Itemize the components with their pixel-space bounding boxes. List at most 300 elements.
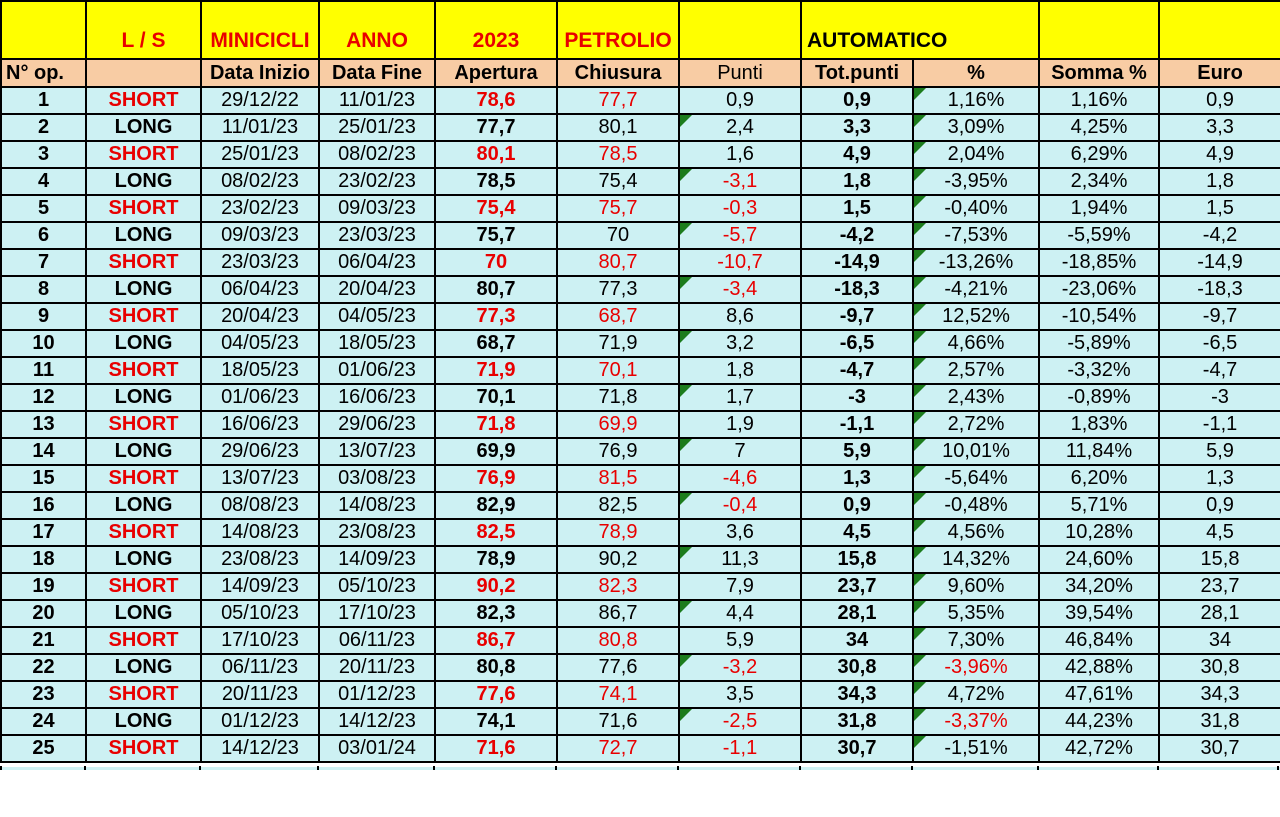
cell-inizio[interactable] xyxy=(201,519,319,546)
cell-ls[interactable] xyxy=(86,195,201,222)
cell-euro[interactable] xyxy=(1159,357,1280,384)
cell-chiusura[interactable] xyxy=(557,303,679,330)
cell-pct[interactable] xyxy=(913,735,1039,762)
cell-value: 01/12/23 xyxy=(221,710,299,732)
cell-tot[interactable] xyxy=(801,195,913,222)
cell-pct[interactable] xyxy=(913,600,1039,627)
cell-somma[interactable] xyxy=(1039,519,1159,546)
cell-chiusura[interactable] xyxy=(557,411,679,438)
cell-euro[interactable] xyxy=(1159,114,1280,141)
cell-punti[interactable] xyxy=(679,114,801,141)
cell-chiusura[interactable] xyxy=(557,546,679,573)
cell-chiusura[interactable] xyxy=(557,222,679,249)
cell-inizio[interactable] xyxy=(201,654,319,681)
cell-ls[interactable] xyxy=(86,438,201,465)
cell-euro[interactable] xyxy=(1159,384,1280,411)
cell-apertura[interactable] xyxy=(435,573,557,600)
title-cell-minicicli[interactable]: MINICICLI xyxy=(201,1,319,59)
cell-punti[interactable] xyxy=(679,627,801,654)
cell-n[interactable] xyxy=(1,519,86,546)
cell-euro[interactable] xyxy=(1159,573,1280,600)
cell-pct[interactable] xyxy=(913,330,1039,357)
cell-euro[interactable] xyxy=(1159,465,1280,492)
cell-tot[interactable] xyxy=(801,303,913,330)
cell-ls[interactable] xyxy=(86,627,201,654)
cell-n[interactable] xyxy=(1,546,86,573)
cell-chiusura[interactable] xyxy=(557,114,679,141)
cell-apertura[interactable] xyxy=(435,492,557,519)
cell-apertura[interactable] xyxy=(435,114,557,141)
title-cell-empty-somma[interactable] xyxy=(1039,1,1159,59)
cell-apertura[interactable] xyxy=(435,519,557,546)
cell-chiusura[interactable] xyxy=(557,384,679,411)
cell-somma[interactable] xyxy=(1039,195,1159,222)
cell-tot[interactable] xyxy=(801,357,913,384)
cell-apertura[interactable] xyxy=(435,303,557,330)
cell-somma[interactable] xyxy=(1039,627,1159,654)
cell-punti[interactable] xyxy=(679,168,801,195)
cell-ls[interactable] xyxy=(86,357,201,384)
cell-fine[interactable] xyxy=(319,87,435,114)
cell-ls[interactable] xyxy=(86,87,201,114)
cell-inizio[interactable] xyxy=(201,465,319,492)
cell-fine[interactable] xyxy=(319,276,435,303)
cell-fine[interactable] xyxy=(319,249,435,276)
cell-chiusura[interactable] xyxy=(557,519,679,546)
cell-fine[interactable] xyxy=(319,627,435,654)
cell-chiusura[interactable] xyxy=(557,330,679,357)
cell-euro[interactable] xyxy=(1159,411,1280,438)
cell-chiusura[interactable] xyxy=(557,654,679,681)
cell-ls[interactable] xyxy=(86,411,201,438)
cell-punti[interactable] xyxy=(679,411,801,438)
cell-punti[interactable] xyxy=(679,276,801,303)
cell-fine[interactable] xyxy=(319,492,435,519)
title-cell-empty-left[interactable] xyxy=(1,1,86,59)
cell-tot[interactable] xyxy=(801,546,913,573)
cell-inizio[interactable] xyxy=(201,276,319,303)
cell-somma[interactable] xyxy=(1039,546,1159,573)
cell-tot[interactable] xyxy=(801,492,913,519)
header-cell-chiusura[interactable]: Chiusura xyxy=(557,59,679,87)
cell-ls[interactable] xyxy=(86,681,201,708)
cell-chiusura[interactable] xyxy=(557,276,679,303)
cell-punti[interactable] xyxy=(679,654,801,681)
cell-n[interactable] xyxy=(1,681,86,708)
header-cell-n-op[interactable]: N° op. xyxy=(1,59,86,87)
cell-ls[interactable] xyxy=(86,114,201,141)
cell-fine[interactable] xyxy=(319,303,435,330)
cell-fine[interactable] xyxy=(319,195,435,222)
header-cell-data-fine[interactable]: Data Fine xyxy=(319,59,435,87)
cell-apertura[interactable] xyxy=(435,357,557,384)
cell-punti[interactable] xyxy=(679,735,801,762)
cell-value: 9 xyxy=(37,305,50,327)
cell-ls[interactable] xyxy=(86,384,201,411)
cell-euro[interactable] xyxy=(1159,735,1280,762)
cell-tot[interactable] xyxy=(801,222,913,249)
cell-euro[interactable] xyxy=(1159,627,1280,654)
cell-n[interactable] xyxy=(1,303,86,330)
cell-tot[interactable] xyxy=(801,276,913,303)
cell-value: 0,9 xyxy=(726,89,754,111)
cell-chiusura[interactable] xyxy=(557,627,679,654)
cell-pct[interactable] xyxy=(913,438,1039,465)
cell-fine[interactable] xyxy=(319,600,435,627)
cell-punti[interactable] xyxy=(679,195,801,222)
cell-punti[interactable] xyxy=(679,492,801,519)
cell-apertura[interactable] xyxy=(435,87,557,114)
cell-pct[interactable] xyxy=(913,168,1039,195)
cell-pct[interactable] xyxy=(913,87,1039,114)
cell-pct[interactable] xyxy=(913,546,1039,573)
cell-n[interactable] xyxy=(1,654,86,681)
cell-apertura[interactable] xyxy=(435,141,557,168)
cell-pct[interactable] xyxy=(913,573,1039,600)
cell-inizio[interactable] xyxy=(201,249,319,276)
cell-inizio[interactable] xyxy=(201,735,319,762)
cell-n[interactable] xyxy=(1,492,86,519)
cell-apertura[interactable] xyxy=(435,546,557,573)
cell-pct[interactable] xyxy=(913,114,1039,141)
cell-ls[interactable] xyxy=(86,600,201,627)
cell-n[interactable] xyxy=(1,438,86,465)
cell-chiusura[interactable] xyxy=(557,195,679,222)
cell-fine[interactable] xyxy=(319,222,435,249)
cell-apertura[interactable] xyxy=(435,600,557,627)
cell-n[interactable] xyxy=(1,411,86,438)
cell-euro[interactable] xyxy=(1159,141,1280,168)
cell-pct[interactable] xyxy=(913,708,1039,735)
header-cell-data-inizio[interactable]: Data Inizio xyxy=(201,59,319,87)
cell-chiusura[interactable] xyxy=(557,465,679,492)
cell-punti[interactable] xyxy=(679,438,801,465)
cell-tot[interactable] xyxy=(801,168,913,195)
cell-ls[interactable] xyxy=(86,276,201,303)
cell-euro[interactable] xyxy=(1159,600,1280,627)
cell-tot[interactable] xyxy=(801,465,913,492)
cell-fine[interactable] xyxy=(319,330,435,357)
cell-chiusura[interactable] xyxy=(557,249,679,276)
cell-fine[interactable] xyxy=(319,573,435,600)
cell-pct[interactable] xyxy=(913,276,1039,303)
cell-somma[interactable] xyxy=(1039,222,1159,249)
cell-chiusura[interactable] xyxy=(557,735,679,762)
cell-punti[interactable] xyxy=(679,519,801,546)
cell-ls[interactable] xyxy=(86,519,201,546)
cell-inizio[interactable] xyxy=(201,681,319,708)
header-cell-pct[interactable]: % xyxy=(913,59,1039,87)
cell-tot[interactable] xyxy=(801,573,913,600)
cell-ls[interactable] xyxy=(86,546,201,573)
cell-somma[interactable] xyxy=(1039,249,1159,276)
cell-ls[interactable] xyxy=(86,168,201,195)
cell-punti[interactable] xyxy=(679,384,801,411)
cell-fine[interactable] xyxy=(319,681,435,708)
header-cell-somma-pct[interactable]: Somma % xyxy=(1039,59,1159,87)
cell-tot[interactable] xyxy=(801,330,913,357)
cell-pct[interactable] xyxy=(913,195,1039,222)
cell-punti[interactable] xyxy=(679,573,801,600)
cell-ls[interactable] xyxy=(86,708,201,735)
cell-chiusura[interactable] xyxy=(557,708,679,735)
cell-pct[interactable] xyxy=(913,465,1039,492)
cell-ls[interactable] xyxy=(86,141,201,168)
cell-fine[interactable] xyxy=(319,384,435,411)
cell-tot[interactable] xyxy=(801,249,913,276)
cell-punti[interactable] xyxy=(679,330,801,357)
cell-somma[interactable] xyxy=(1039,411,1159,438)
cell-ls[interactable] xyxy=(86,249,201,276)
cell-apertura[interactable] xyxy=(435,384,557,411)
cell-fine[interactable] xyxy=(319,168,435,195)
cell-ls[interactable] xyxy=(86,303,201,330)
cell-apertura[interactable] xyxy=(435,276,557,303)
cell-fine[interactable] xyxy=(319,438,435,465)
cell-euro[interactable] xyxy=(1159,195,1280,222)
cell-n[interactable] xyxy=(1,195,86,222)
cell-fine[interactable] xyxy=(319,546,435,573)
cell-somma[interactable] xyxy=(1039,141,1159,168)
cell-tot[interactable] xyxy=(801,627,913,654)
cell-apertura[interactable] xyxy=(435,195,557,222)
cell-inizio[interactable] xyxy=(201,438,319,465)
cell-pct[interactable] xyxy=(913,492,1039,519)
cell-tot[interactable] xyxy=(801,600,913,627)
cell-inizio[interactable] xyxy=(201,600,319,627)
cell-euro[interactable] xyxy=(1159,276,1280,303)
cell-somma[interactable] xyxy=(1039,438,1159,465)
cell-n[interactable] xyxy=(1,708,86,735)
cell-tot[interactable] xyxy=(801,654,913,681)
cell-apertura[interactable] xyxy=(435,438,557,465)
cell-euro[interactable] xyxy=(1159,222,1280,249)
cell-punti[interactable] xyxy=(679,249,801,276)
title-cell-empty-punti[interactable] xyxy=(679,1,801,59)
cell-punti[interactable] xyxy=(679,708,801,735)
cell-chiusura[interactable] xyxy=(557,87,679,114)
cell-inizio[interactable] xyxy=(201,411,319,438)
cell-tot[interactable] xyxy=(801,141,913,168)
title-cell-petrolio[interactable]: PETROLIO xyxy=(557,1,679,59)
title-cell-automatico[interactable]: AUTOMATICO xyxy=(801,1,1039,59)
cell-ls[interactable] xyxy=(86,654,201,681)
cell-fine[interactable] xyxy=(319,357,435,384)
cell-fine[interactable] xyxy=(319,114,435,141)
cell-euro[interactable] xyxy=(1159,330,1280,357)
cell-somma[interactable] xyxy=(1039,87,1159,114)
cell-inizio[interactable] xyxy=(201,384,319,411)
title-cell-empty-euro[interactable] xyxy=(1159,1,1280,59)
cell-chiusura[interactable] xyxy=(557,600,679,627)
cell-pct[interactable] xyxy=(913,249,1039,276)
cell-pct[interactable] xyxy=(913,303,1039,330)
cell-pct[interactable] xyxy=(913,519,1039,546)
cell-inizio[interactable] xyxy=(201,303,319,330)
cell-n[interactable] xyxy=(1,573,86,600)
cell-punti[interactable] xyxy=(679,357,801,384)
cell-euro[interactable] xyxy=(1159,519,1280,546)
cell-n[interactable] xyxy=(1,276,86,303)
cell-somma[interactable] xyxy=(1039,654,1159,681)
cell-euro[interactable] xyxy=(1159,654,1280,681)
cell-punti[interactable] xyxy=(679,222,801,249)
cell-apertura[interactable] xyxy=(435,681,557,708)
cell-punti[interactable] xyxy=(679,303,801,330)
cell-apertura[interactable] xyxy=(435,249,557,276)
cell-apertura[interactable] xyxy=(435,222,557,249)
cell-tot[interactable] xyxy=(801,411,913,438)
cell-pct[interactable] xyxy=(913,654,1039,681)
cell-inizio[interactable] xyxy=(201,114,319,141)
cell-punti[interactable] xyxy=(679,465,801,492)
cell-inizio[interactable] xyxy=(201,708,319,735)
cell-euro[interactable] xyxy=(1159,87,1280,114)
cell-n[interactable] xyxy=(1,330,86,357)
cell-inizio[interactable] xyxy=(201,627,319,654)
cell-inizio[interactable] xyxy=(201,546,319,573)
title-cell-year[interactable]: 2023 xyxy=(435,1,557,59)
cell-tot[interactable] xyxy=(801,87,913,114)
cell-n[interactable] xyxy=(1,222,86,249)
cell-euro[interactable] xyxy=(1159,438,1280,465)
header-cell-punti[interactable]: Punti xyxy=(679,59,801,87)
cell-euro[interactable] xyxy=(1159,492,1280,519)
cell-somma[interactable] xyxy=(1039,465,1159,492)
cell-euro[interactable] xyxy=(1159,168,1280,195)
title-cell-ls[interactable]: L / S xyxy=(86,1,201,59)
cell-euro[interactable] xyxy=(1159,303,1280,330)
cell-tot[interactable] xyxy=(801,735,913,762)
cell-n[interactable] xyxy=(1,465,86,492)
cell-somma[interactable] xyxy=(1039,303,1159,330)
cell-chiusura[interactable] xyxy=(557,573,679,600)
cell-inizio[interactable] xyxy=(201,141,319,168)
cell-ls[interactable] xyxy=(86,492,201,519)
cell-value: SHORT xyxy=(108,197,179,219)
cell-n[interactable] xyxy=(1,114,86,141)
cell-fine[interactable] xyxy=(319,654,435,681)
cell-tot[interactable] xyxy=(801,681,913,708)
cell-somma[interactable] xyxy=(1039,168,1159,195)
cell-somma[interactable] xyxy=(1039,357,1159,384)
cell-n[interactable] xyxy=(1,384,86,411)
cell-punti[interactable] xyxy=(679,546,801,573)
cell-inizio[interactable] xyxy=(201,573,319,600)
cell-apertura[interactable] xyxy=(435,654,557,681)
cell-pct[interactable] xyxy=(913,357,1039,384)
cell-n[interactable] xyxy=(1,249,86,276)
cell-euro[interactable] xyxy=(1159,681,1280,708)
header-cell-tot-punti[interactable]: Tot.punti xyxy=(801,59,913,87)
cell-somma[interactable] xyxy=(1039,276,1159,303)
cell-apertura[interactable] xyxy=(435,735,557,762)
cell-inizio[interactable] xyxy=(201,330,319,357)
cell-pct[interactable] xyxy=(913,222,1039,249)
cell-chiusura[interactable] xyxy=(557,357,679,384)
cell-euro[interactable] xyxy=(1159,546,1280,573)
cell-euro[interactable] xyxy=(1159,708,1280,735)
cell-pct[interactable] xyxy=(913,384,1039,411)
cell-fine[interactable] xyxy=(319,519,435,546)
cell-n[interactable] xyxy=(1,357,86,384)
cell-tot[interactable] xyxy=(801,708,913,735)
cell-somma[interactable] xyxy=(1039,384,1159,411)
cell-chiusura[interactable] xyxy=(557,168,679,195)
cell-inizio[interactable] xyxy=(201,357,319,384)
cell-somma[interactable] xyxy=(1039,681,1159,708)
cell-fine[interactable] xyxy=(319,735,435,762)
cell-inizio[interactable] xyxy=(201,492,319,519)
cell-punti[interactable] xyxy=(679,681,801,708)
cell-apertura[interactable] xyxy=(435,708,557,735)
cell-somma[interactable] xyxy=(1039,735,1159,762)
title-cell-anno[interactable]: ANNO xyxy=(319,1,435,59)
header-cell-empty[interactable] xyxy=(86,59,201,87)
cell-apertura[interactable] xyxy=(435,411,557,438)
cell-somma[interactable] xyxy=(1039,708,1159,735)
cell-inizio[interactable] xyxy=(201,222,319,249)
cell-pct[interactable] xyxy=(913,627,1039,654)
cell-chiusura[interactable] xyxy=(557,492,679,519)
cell-punti[interactable] xyxy=(679,87,801,114)
cell-ls[interactable] xyxy=(86,330,201,357)
cell-n[interactable] xyxy=(1,168,86,195)
cell-n[interactable] xyxy=(1,141,86,168)
cell-fine[interactable] xyxy=(319,411,435,438)
cell-ls[interactable] xyxy=(86,735,201,762)
cell-punti[interactable] xyxy=(679,600,801,627)
cell-fine[interactable] xyxy=(319,141,435,168)
cell-somma[interactable] xyxy=(1039,114,1159,141)
cell-somma[interactable] xyxy=(1039,330,1159,357)
cell-apertura[interactable] xyxy=(435,168,557,195)
cell-inizio[interactable] xyxy=(201,87,319,114)
cell-pct[interactable] xyxy=(913,141,1039,168)
cell-somma[interactable] xyxy=(1039,492,1159,519)
cell-n[interactable] xyxy=(1,735,86,762)
cell-fine[interactable] xyxy=(319,465,435,492)
cell-chiusura[interactable] xyxy=(557,438,679,465)
cell-tot[interactable] xyxy=(801,114,913,141)
cell-n[interactable] xyxy=(1,87,86,114)
cell-inizio[interactable] xyxy=(201,168,319,195)
cell-n[interactable] xyxy=(1,627,86,654)
cell-apertura[interactable] xyxy=(435,330,557,357)
cell-apertura[interactable] xyxy=(435,627,557,654)
cell-tot[interactable] xyxy=(801,384,913,411)
cell-inizio[interactable] xyxy=(201,195,319,222)
cell-pct[interactable] xyxy=(913,681,1039,708)
cell-chiusura[interactable] xyxy=(557,681,679,708)
cell-pct[interactable] xyxy=(913,411,1039,438)
cell-euro[interactable] xyxy=(1159,249,1280,276)
cell-ls[interactable] xyxy=(86,222,201,249)
cell-ls[interactable] xyxy=(86,573,201,600)
header-cell-apertura[interactable]: Apertura xyxy=(435,59,557,87)
cell-n[interactable] xyxy=(1,600,86,627)
cell-somma[interactable] xyxy=(1039,573,1159,600)
cell-chiusura[interactable] xyxy=(557,141,679,168)
cell-fine[interactable] xyxy=(319,708,435,735)
cell-punti[interactable] xyxy=(679,141,801,168)
header-cell-euro[interactable]: Euro xyxy=(1159,59,1280,87)
cell-tot[interactable] xyxy=(801,438,913,465)
cell-somma[interactable] xyxy=(1039,600,1159,627)
cell-ls[interactable] xyxy=(86,465,201,492)
cell-apertura[interactable] xyxy=(435,465,557,492)
cell-tot[interactable] xyxy=(801,519,913,546)
